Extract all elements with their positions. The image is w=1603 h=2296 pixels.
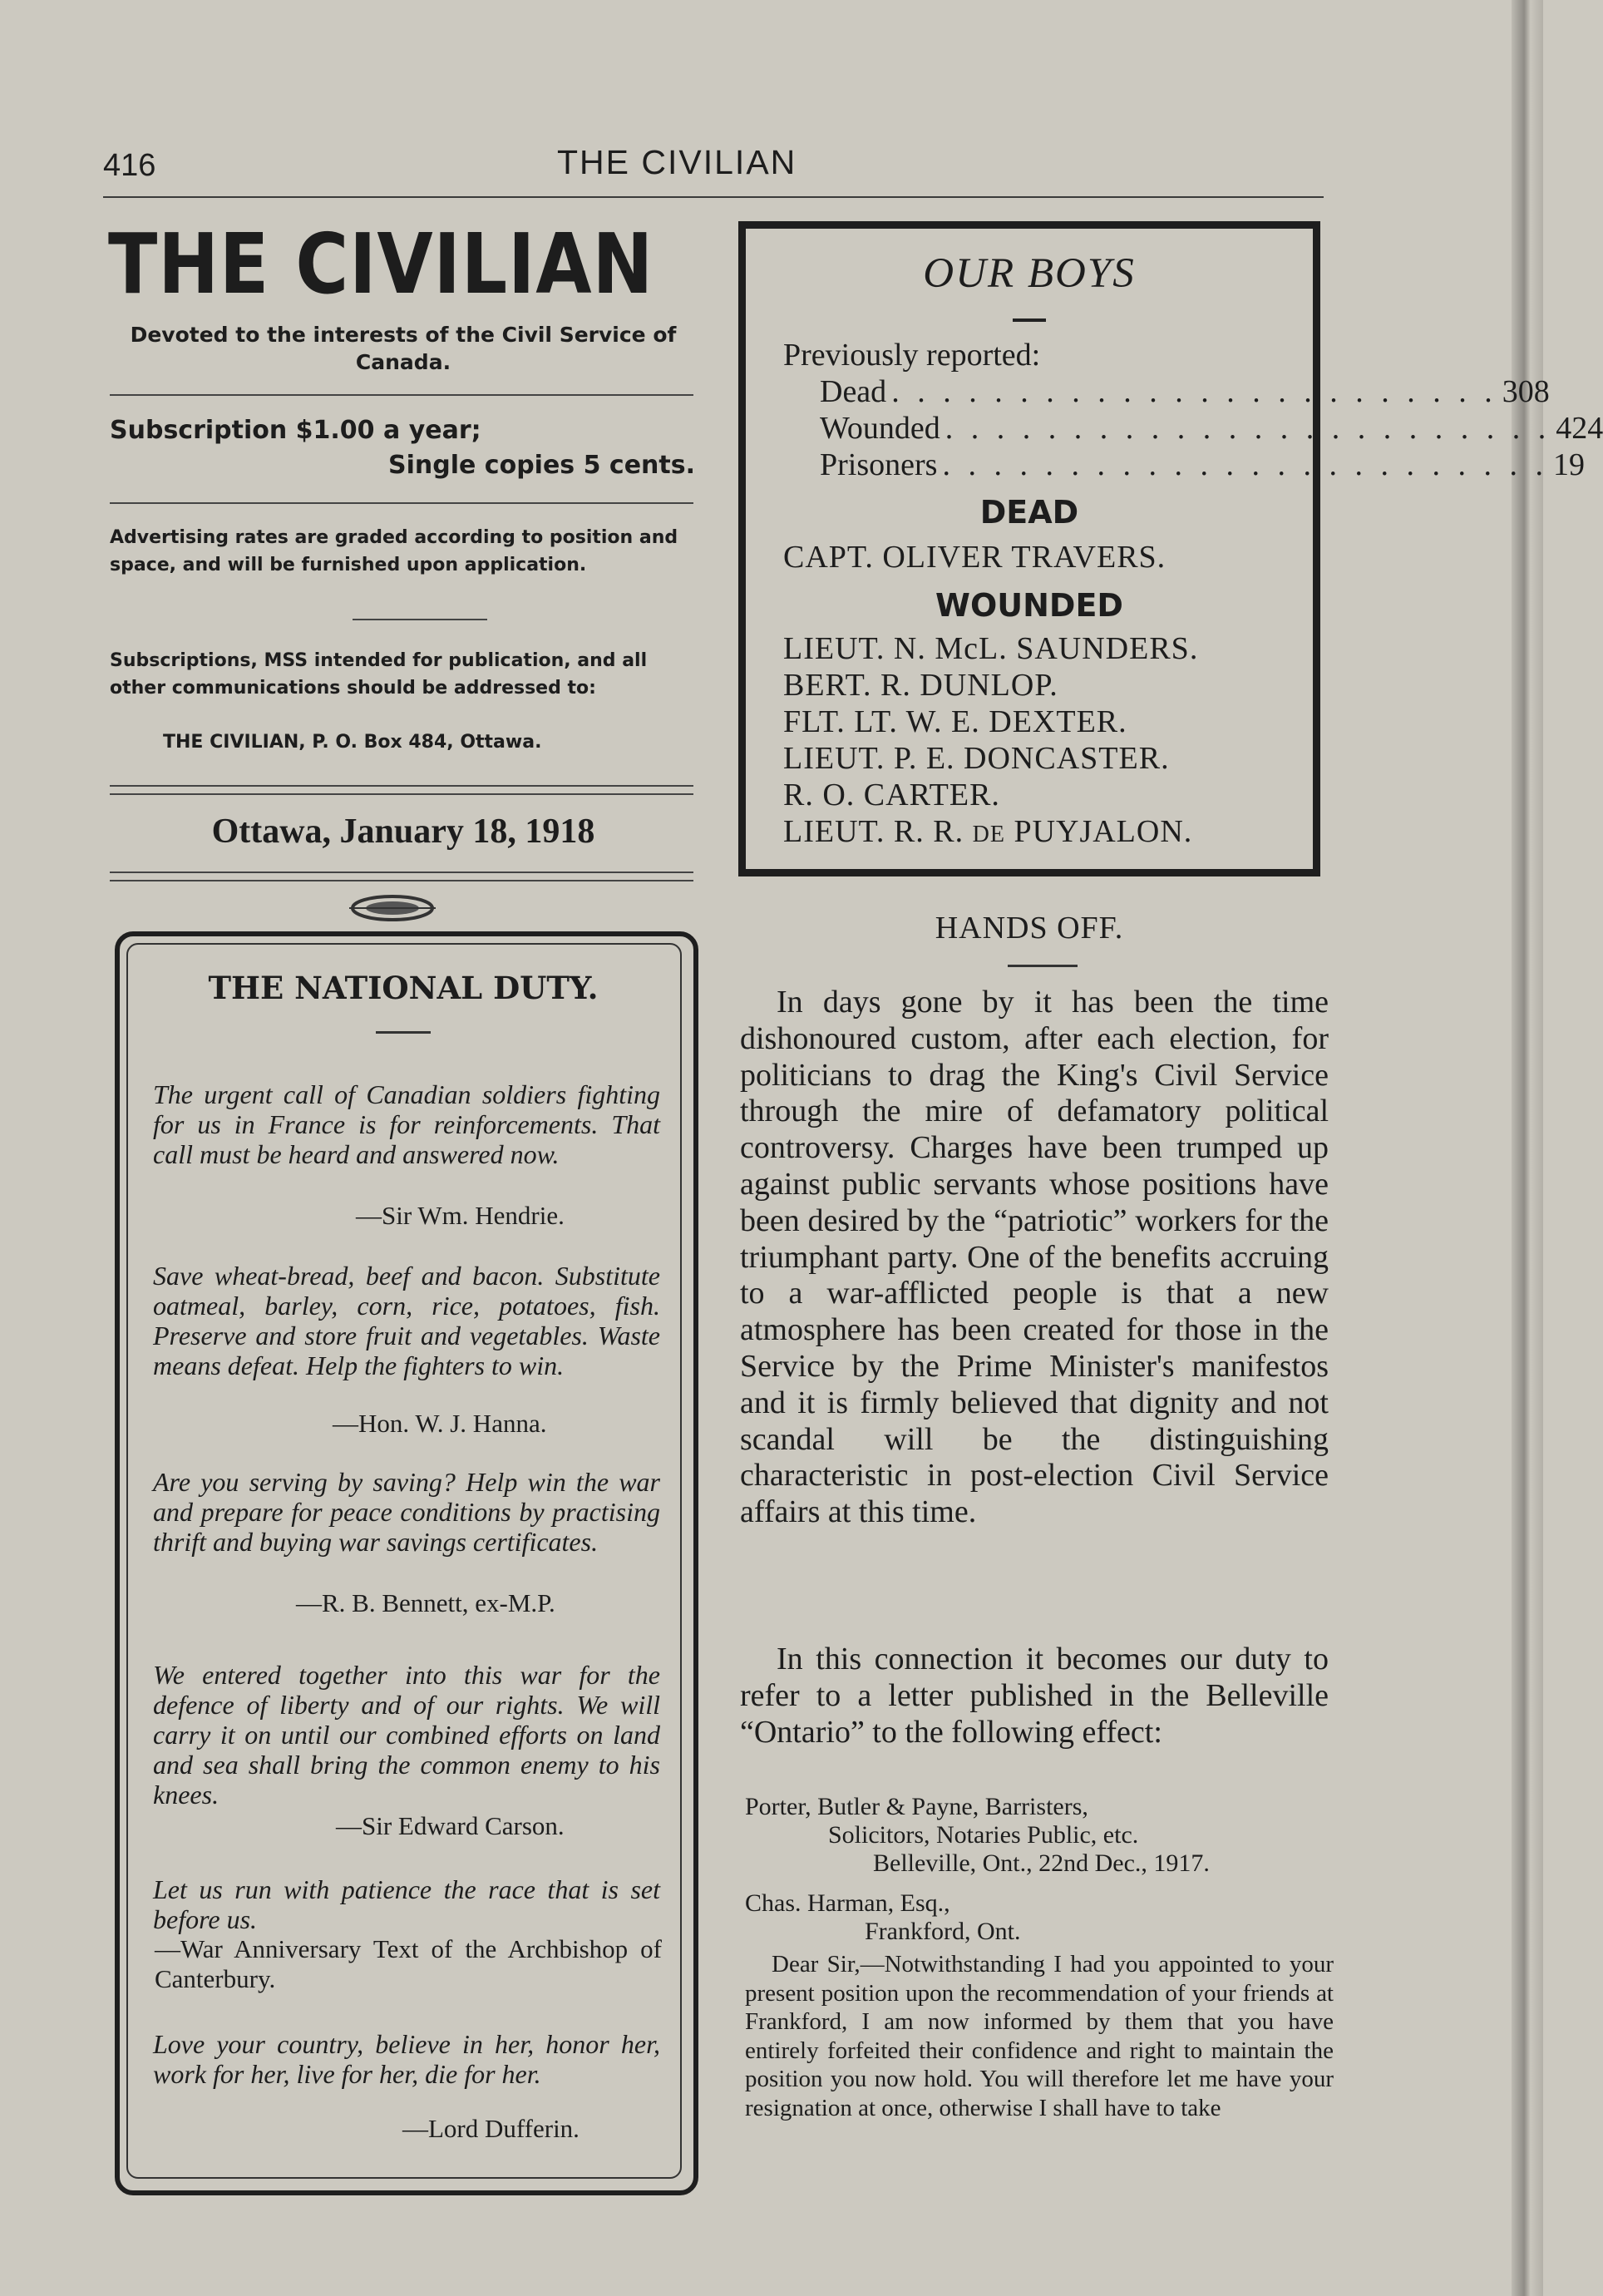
letter-date: Belleville, Ont., 22nd Dec., 1917. (873, 1849, 1210, 1877)
casualty-count: 19 (1552, 447, 1585, 482)
advertising-note: Advertising rates are graded according to position and space, and will be furnished upon application. (110, 527, 678, 575)
double-rule (110, 871, 693, 873)
leader-dots: . . . . . . . . . . . . . . . . . . . . . . . . (942, 447, 1548, 482)
ornament-icon (349, 891, 436, 925)
name-part: PUYJALON. (1004, 814, 1193, 849)
letter-recipient: Frankford, Ont. (865, 1918, 1021, 1945)
quote-author: —Sir Wm. Hendrie. (356, 1201, 565, 1230)
masthead-rule (110, 502, 693, 504)
wounded-name: LIEUT. P. E. DONCASTER. (783, 741, 1170, 776)
masthead-title: THE CIVILIAN (108, 215, 654, 313)
double-rule (110, 793, 693, 795)
page-edge (1512, 0, 1543, 2296)
casualty-row (820, 373, 1550, 410)
article-paragraph: In days gone by it has been the time dishonoured custom, after each election, for politicians to drag the King's Civil Service through the mire of defamatory political controversy. Charges have been trumped up against public servants whose positions have been desired by the “patriotic” workers for the triumphant party. One of the benefits accruing to a war-afflicted people is that a new atmosphere has been created for those in the Service by the Prime Minister's manifestos and it is firmly believed that dignity and not scandal will be the distinguishing characteristic in post-election Civil Service affairs at this time. (740, 985, 1329, 1530)
masthead-rule (110, 394, 693, 396)
quote-text: Are you serving by saving? Help win the war and prepare for peace conditions by practising thrift and buying war savings certificates. (153, 1467, 660, 1557)
subscription-price: Subscription $1.00 a year; (110, 416, 481, 445)
national-duty-title: THE NATIONAL DUTY. (208, 970, 599, 1006)
leader-dots: . . . . . . . . . . . . . . . . . . . . . . . . (891, 374, 1497, 409)
casualty-row (820, 410, 1603, 447)
casualty-row (820, 447, 1585, 483)
title-dash (1013, 318, 1046, 322)
letter-body: Dear Sir,—Notwithstanding I had you appointed to your present position upon the recommendation of your friends at Frankford, I am now informed by them that you have entirely forfeited their confidence and right to maintain the position you now hold. You will therefore let me have your resignation at once, otherwise I shall have to take (745, 1951, 1334, 2121)
article-paragraph: In this connection it becomes our duty to refer to a letter published in the Belleville “Ontario” to the following effect: (740, 1642, 1329, 1750)
postal-address: THE CIVILIAN, P. O. Box 484, Ottawa. (163, 732, 542, 753)
casualty-count: 308 (1502, 374, 1550, 409)
wounded-name: BERT. R. DUNLOP. (783, 668, 1058, 703)
quote-author: —Lord Dufferin. (402, 2114, 580, 2143)
letter-recipient: Chas. Harman, Esq., (745, 1889, 950, 1917)
page-number: 416 (103, 148, 156, 183)
title-dash (1008, 965, 1078, 967)
quote-text: Let us run with patience the race that is set before us. (153, 1874, 660, 1934)
casualty-label: Dead (820, 374, 887, 409)
casualty-count: 424 (1556, 411, 1603, 446)
wounded-name: FLT. LT. W. E. DEXTER. (783, 704, 1127, 739)
previously-reported-label: Previously reported: (783, 338, 1041, 373)
quote-author: —Hon. W. J. Hanna. (333, 1409, 547, 1438)
letter-sender: Porter, Butler & Payne, Barristers, (745, 1793, 1088, 1820)
quote-text: Love your country, believe in her, honor her, work for her, live for her, die for her. (153, 2029, 660, 2089)
quote-text: The urgent call of Canadian soldiers fighting for us in France is for reinforcements. That call must be heard and answered now. (153, 1079, 660, 1169)
wounded-name: LIEUT. N. McL. SAUNDERS. (783, 631, 1199, 666)
our-boys-title: OUR BOYS (923, 250, 1136, 297)
quote-text: Save wheat-bread, beef and bacon. Substitute oatmeal, barley, corn, rice, potatoes, fish. Preserve and store fruit and vegetables. Waste means defeat. Help the fighters to win. (153, 1261, 660, 1380)
dead-name: CAPT. OLIVER TRAVERS. (783, 540, 1166, 575)
double-rule (110, 880, 693, 881)
article-title: HANDS OFF. (935, 911, 1124, 946)
short-rule (353, 619, 487, 620)
issue-date: Ottawa, January 18, 1918 (211, 812, 595, 851)
name-particle: DE (972, 822, 1005, 847)
leader-dots: . . . . . . . . . . . . . . . . . . . . . . . . (945, 411, 1551, 446)
quote-author: —Sir Edward Carson. (336, 1811, 565, 1840)
title-dash (376, 1031, 431, 1034)
quote-author: —R. B. Bennett, ex-M.P. (296, 1588, 555, 1617)
wounded-name (783, 813, 1192, 853)
wounded-name: R. O. CARTER. (783, 778, 1000, 812)
dead-heading: DEAD (979, 494, 1079, 531)
running-title: THE CIVILIAN (557, 143, 797, 181)
casualty-label: Wounded (820, 411, 940, 446)
quote-author: —War Anniversary Text of the Archbishop of Canterbury. (155, 1934, 662, 1993)
double-rule (110, 785, 693, 787)
wounded-heading: WOUNDED (935, 587, 1123, 624)
masthead-tagline: Devoted to the interests of the Civil Service of Canada. (130, 323, 677, 374)
single-copy-price: Single copies 5 cents. (388, 451, 695, 480)
subscriptions-note: Subscriptions, MSS intended for publication, and all other communications should be addressed to: (110, 650, 648, 699)
name-part: LIEUT. R. R. (783, 814, 973, 849)
header-rule (103, 196, 1324, 198)
quote-text: We entered together into this war for the defence of liberty and of our rights. We will carry it on until our combined efforts on land and sea shall bring the common enemy to his knees. (153, 1660, 660, 1810)
casualty-label: Prisoners (820, 447, 938, 482)
letter-sender: Solicitors, Notaries Public, etc. (828, 1821, 1139, 1849)
